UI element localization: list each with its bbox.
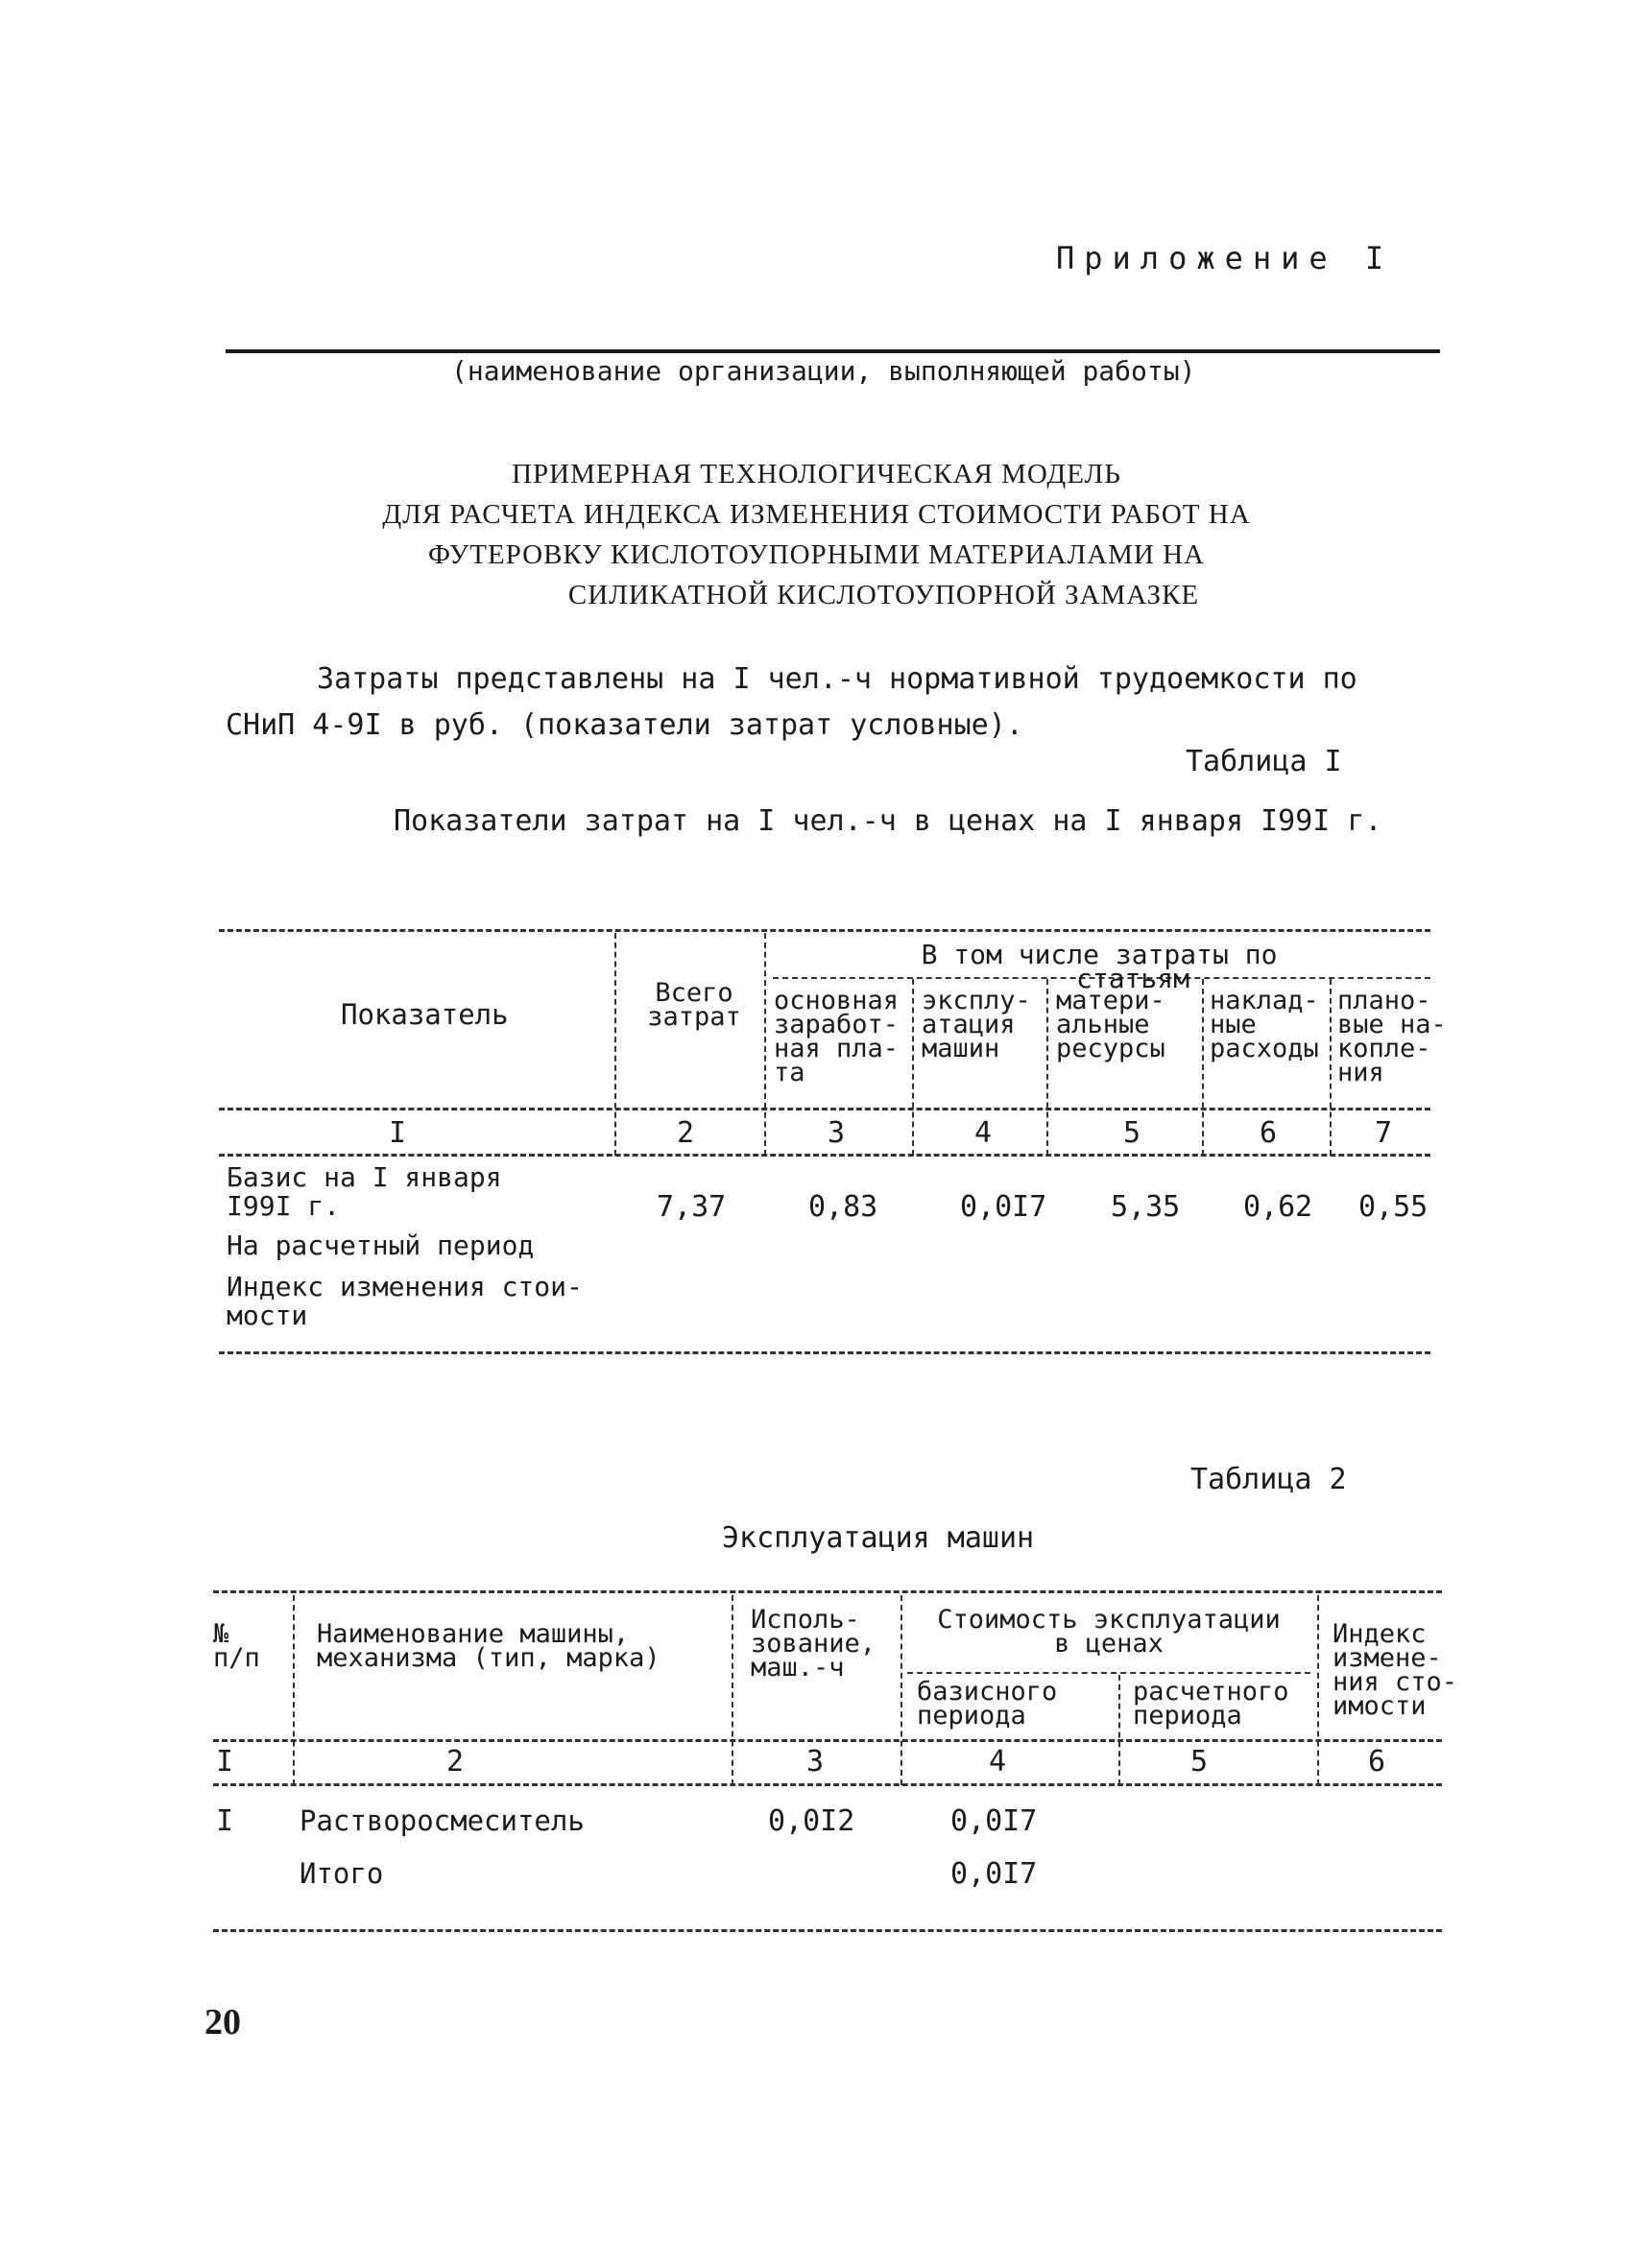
title-line-4: СИЛИКАТНОЙ КИСЛОТОУПОРНОЙ ЗАМАЗКЕ: [567, 580, 1200, 610]
table2-bottom-rule: [213, 1929, 1442, 1932]
table1-colnum: 6: [1260, 1116, 1278, 1150]
table2-header-cost: Стоимость эксплуатации в ценах: [937, 1605, 1281, 1659]
table1-value-overhead: 0,62: [1243, 1190, 1313, 1224]
table2-header-usage: Исполь- зование, маш.-ч: [751, 1605, 877, 1683]
title-line-2: ДЛЯ РАСЧЕТА ИНДЕКСА ИЗМЕНЕНИЯ СТОИМОСТИ РАБОТ НА: [382, 499, 1251, 530]
table2-header-name: Наименование машины, механизма (тип, марка): [317, 1619, 660, 1673]
title-line-1: ПРИМЕРНАЯ ТЕХНОЛОГИЧЕСКАЯ МОДЕЛЬ: [512, 459, 1121, 489]
table1-numbers-rule: [219, 1154, 1430, 1157]
table2-colnum: 2: [446, 1745, 465, 1779]
table1-col-sep: [1046, 979, 1048, 1156]
table2-cost-rule: [907, 1672, 1310, 1674]
title-line-3: ФУТЕРОВКУ КИСЛОТОУПОРНЫМИ МАТЕРИАЛАМИ НА: [428, 539, 1205, 570]
table2-header-index: Индекс измене- ния сто- имости: [1333, 1619, 1458, 1721]
table1-colnum: I: [389, 1116, 407, 1150]
table2-row-no: I: [216, 1804, 234, 1838]
table1-header-total: Всего затрат: [647, 978, 741, 1032]
table1-value-wages: 0,83: [808, 1190, 878, 1224]
table2-caption: Эксплуатация машин: [722, 1521, 1035, 1555]
table2-row-name: Растворосмеситель: [300, 1804, 585, 1837]
table1-caption: Показатели затрат на I чел.-ч в ценах на I января I99I г.: [394, 804, 1382, 838]
page-number: 20: [204, 2002, 241, 2042]
table1-label: Таблица I: [1186, 745, 1342, 778]
table2-label: Таблица 2: [1190, 1463, 1347, 1496]
table1-row-label: На расчетный период: [227, 1229, 535, 1261]
table1-header-col5: матери- альные ресурсы: [1056, 986, 1165, 1063]
table1-value-materials: 5,35: [1111, 1190, 1181, 1224]
table2-colnum: 5: [1190, 1745, 1209, 1779]
organization-caption: (наименование организации, выполняющей работы): [451, 355, 1196, 387]
table1-col-sep: [614, 933, 616, 1156]
table2-header-base: базисного периода: [917, 1677, 1058, 1731]
intro-line-2: СНиП 4-9I в руб. (показатели затрат условные).: [226, 708, 1023, 742]
table1-header-group: В том числе затраты по статьям: [921, 939, 1278, 994]
table2-col-sep: [901, 1595, 902, 1785]
table1-header-col4: эксплу- атация машин: [922, 986, 1031, 1063]
table2-colnum: I: [216, 1745, 234, 1779]
table1-row-label: Базис на I января I99I г.: [227, 1161, 502, 1222]
table2-col-sep: [1118, 1675, 1120, 1785]
table2-total-label: Итого: [300, 1857, 384, 1890]
table2-col-sep: [732, 1595, 733, 1785]
table1-header-rule: [219, 1108, 1430, 1110]
table1-col-sep: [1202, 979, 1204, 1156]
table2-colnum: 6: [1368, 1745, 1386, 1779]
table2-top-rule: [213, 1590, 1442, 1593]
table1-row-label: Индекс изменения стои- мости: [227, 1271, 583, 1331]
table1-colnum: 3: [828, 1116, 846, 1150]
appendix-label: Приложение I: [1056, 240, 1394, 276]
table1-colnum: 7: [1375, 1116, 1393, 1150]
table2-row-base: 0,0I7: [950, 1804, 1038, 1838]
table1-header-col3: основная заработ- ная пла- та: [774, 986, 900, 1087]
table2-total-base: 0,0I7: [950, 1857, 1038, 1891]
table2-col-sep: [293, 1595, 295, 1785]
table1-colnum: 2: [677, 1116, 695, 1150]
table1-col-sep: [912, 979, 914, 1156]
table1-value-savings: 0,55: [1358, 1190, 1429, 1224]
table2-row-usage: 0,0I2: [768, 1804, 855, 1838]
table1-bottom-rule: [219, 1351, 1430, 1354]
intro-line-1: Затраты представлены на I чел.-ч нормативной трудоемкости по: [317, 662, 1357, 696]
table2-header-no: № п/п: [213, 1619, 260, 1673]
table1-top-rule: [219, 929, 1430, 932]
table1-col-sep: [1330, 979, 1332, 1156]
table2-header-calc: расчетного периода: [1133, 1677, 1289, 1731]
table1-value-machines: 0,0I7: [960, 1190, 1047, 1224]
table1-colnum: 5: [1123, 1116, 1141, 1150]
organization-rule: [226, 349, 1440, 353]
table2-colnum: 3: [806, 1745, 825, 1779]
table2-colnum: 4: [989, 1745, 1007, 1779]
table1-colnum: 4: [974, 1116, 993, 1150]
table1-header-col6: наклад- ные расходы: [1210, 986, 1319, 1063]
table1-col-sep: [764, 933, 766, 1156]
table2-col-sep: [1317, 1595, 1319, 1785]
table1-header-col7: плано- вые на- копле- ния: [1337, 986, 1447, 1087]
table1-value-total: 7,37: [657, 1190, 727, 1224]
table1-header-indicator: Показатель: [341, 998, 509, 1031]
table2-header-rule: [213, 1739, 1442, 1742]
table2-numbers-rule: [213, 1783, 1442, 1786]
